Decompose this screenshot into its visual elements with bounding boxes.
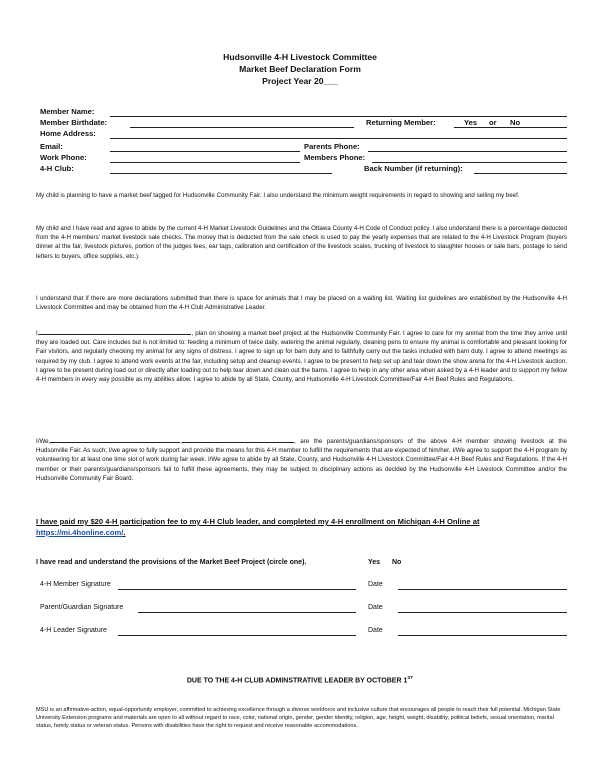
- home-address-field[interactable]: [110, 138, 567, 139]
- understand-yes-option[interactable]: Yes: [368, 559, 381, 566]
- project-year: Project Year 20___: [262, 76, 338, 86]
- returning-yes-option[interactable]: Yes: [464, 118, 478, 127]
- member-birthdate-label: Member Birthdate:: [40, 118, 108, 127]
- returning-or-text: or: [489, 118, 497, 127]
- leader-date-label: Date: [368, 627, 383, 634]
- understand-no-option[interactable]: No: [392, 559, 402, 566]
- member-signature-field[interactable]: [118, 589, 356, 590]
- club-label: 4-H Club:: [40, 164, 74, 173]
- fee-paid-period: .: [123, 528, 126, 537]
- paragraph-guidelines: My child and I have read and agree to abide by the current 4-H Market Livestock Guidelines and the Ottawa County 4-H Code of Conduct policy. I also understand there is a percentage deducted from the 4-H members' market livestock sale checks. The money that is deducted from the sale check is used to pay the yearly expenses that are related to the 4-H Livestock Program (buyers dinner at the fair, livestock pictures, portion of the judges fees, ear tags, calibration and certification of the livestock scales, trucking of livestock to slaughter houses or sale bars, postage to send letters to buyers, office supplies, etc.).: [36, 225, 567, 260]
- returning-no-option[interactable]: No: [510, 118, 521, 127]
- leader-date-field[interactable]: [398, 635, 567, 636]
- member-agreement-prefix: I,: [36, 330, 40, 337]
- fee-paid-text: I have paid my $20 4-H participation fee to my 4-H Club leader, and completed my 4-H enrollment on Michigan 4-H Online at: [36, 517, 480, 526]
- members-phone-label: Members Phone:: [304, 153, 366, 162]
- parent-agreement-text: , are the parents/guardians/sponsors of the above 4-H member showing livestock at the Hudsonville Fair. As such; I/we agree to fully support and provide the means for this 4-H member to fulfill the requirements that are expected of him/her. I/We agree to support the 4-H program by volunteering for at least one time slot of work during fair week. I/We agree to abide by all State, County, and Hudsonville 4-H Livestock Committee/Fair 4-H Beef Rules and Regulations. If the 4-H member or their parents/guardians/sponsors fail to fulfill these agreements, they may be subject to disciplinary actions as decided by the Hudsonville 4-H Livestock Committee and/or the Hudsonville Community Fair Board.: [36, 438, 567, 482]
- due-date-notice: [0, 673, 600, 686]
- 4h-online-link[interactable]: https://mi.4honline.com/: [36, 528, 124, 537]
- member-name-label: Member Name:: [40, 107, 95, 116]
- leader-signature-field[interactable]: [118, 635, 356, 636]
- msu-nondiscrimination-statement: MSU is an affirmative-action, equal-opportunity employer, committed to achieving excellence through a diverse workforce and inclusive culture that encourages all people to reach their full potential. Michigan State University Extension programs and materials are open to all without regard to race, color, national origin, gender, gender identity, religion, age, height, weight, disability, political beliefs, sexual orientation, marital status, family status or veteran status. Persons with disabilities have the right to request and receive reasonable accommodations.: [36, 707, 561, 729]
- member-signature-label: 4-H Member Signature: [40, 581, 111, 588]
- work-phone-field[interactable]: [110, 162, 300, 163]
- parent-name-blank-1[interactable]: [50, 436, 183, 445]
- form-title: Market Beef Declaration Form: [239, 64, 361, 74]
- parent-date-field[interactable]: [398, 612, 567, 613]
- member-birthdate-field[interactable]: [130, 127, 354, 128]
- parent-agreement-comma: ,: [180, 438, 183, 445]
- member-date-label: Date: [368, 581, 383, 588]
- parents-phone-field[interactable]: [368, 151, 567, 152]
- back-number-label: Back Number (if returning):: [364, 164, 463, 173]
- understand-statement: I have read and understand the provisions of the Market Beef Project (circle one).: [36, 559, 307, 566]
- parent-date-label: Date: [368, 604, 383, 611]
- home-address-label: Home Address:: [40, 129, 96, 138]
- due-date-text: DUE TO THE 4-H CLUB ADMINSTRATIVE LEADER BY OCTOBER 1: [186, 677, 408, 685]
- returning-underline: [454, 127, 567, 128]
- work-phone-label: Work Phone:: [40, 153, 87, 162]
- paragraph-parent-agreement: [36, 436, 567, 483]
- parent-signature-label: Parent/Guardian Signature: [40, 604, 124, 611]
- paragraph-waiting-list: I understand that if there are more declarations submitted than there is space for animals that I may be placed on a waiting list. Waiting list guidelines are established by the Hudsonville 4-H Livestock Committee and may be obtained from the 4-H Club Administrative Leader.: [36, 295, 567, 312]
- returning-member-label: Returning Member:: [366, 118, 436, 127]
- fee-paid-notice: [36, 516, 567, 538]
- members-phone-field[interactable]: [372, 162, 567, 163]
- member-name-field[interactable]: [110, 116, 567, 117]
- parent-name-blank-2[interactable]: [182, 436, 294, 443]
- member-name-blank[interactable]: [39, 328, 191, 335]
- paragraph-member-agreement: [36, 328, 567, 384]
- email-label: Email:: [40, 142, 63, 151]
- leader-signature-label: 4-H Leader Signature: [40, 627, 107, 634]
- member-agreement-text: , plan on showing a market beef project at the Hudsonville Community Fair. I agree to care for my animal from the time they arrive until they are loaded out. Care includes but is not limited to: feeding a minimum of twice daily, watering the animal regularly, cleaning pens to ensure my animal is comfortable and pleasant looking for Fair visitors, and regularly checking my animal for any signs of distress. I agree to sign up for barn duty and to faithfully carry out the tasks included with barn duty. I agree to attend meetings as required by my club. I agree to attend work events at the fair, including setup and cleanup events. I agree to be present to help set up and tear down the show arena for the 4-H Livestock auction. I agree to be present during load out or directly after loading out to help tear down and clean out the barns. I agree to help in any other area when asked by a 4-H leader and to support my fellow 4-H members in every way possible as my abilities allow. I agree to abide by all State, County, and Hudsonville 4-H Livestock Committee/Fair 4-H Beef Rules and Regulations.: [36, 330, 567, 384]
- paragraph-intent: My child is planning to have a market beef tagged for Hudsonville Community Fair. I also understand the minimum weight requirements in regard to showing and selling my beef.: [36, 192, 520, 199]
- parent-signature-field[interactable]: [138, 612, 356, 613]
- parents-phone-label: Parents Phone:: [304, 142, 360, 151]
- email-field[interactable]: [110, 151, 300, 152]
- due-date-suffix: ST: [407, 675, 414, 680]
- member-date-field[interactable]: [398, 589, 567, 590]
- back-number-field[interactable]: [474, 173, 567, 174]
- parent-agreement-prefix: I/We,: [36, 438, 51, 445]
- committee-title: Hudsonville 4-H Livestock Committee: [223, 52, 377, 62]
- club-field[interactable]: [110, 173, 332, 174]
